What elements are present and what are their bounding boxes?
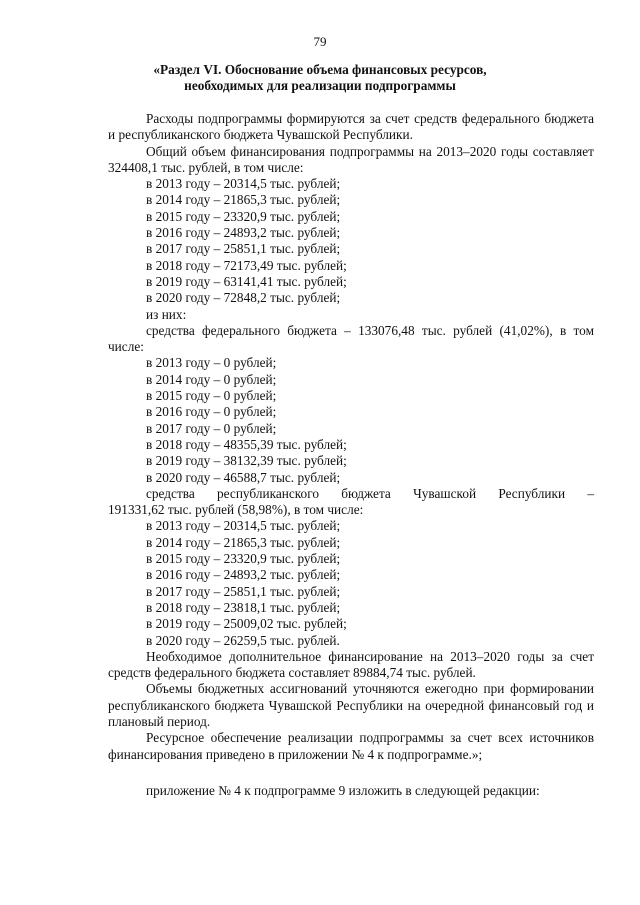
paragraph-budget-volumes: Объемы бюджетных ассигнований уточняются ежегодно при формировании республиканского бюджета Чувашской Республики на очередной финансовый год и плановый период. — [108, 681, 594, 729]
list-item: в 2016 году – 24893,2 тыс. рублей; — [146, 225, 341, 241]
list-item: в 2018 году – 48355,39 тыс. рублей; — [146, 436, 347, 452]
paragraph-republic-budget-line-1: средства республиканского бюджета Чувашской Республики – — [146, 485, 594, 501]
page-number: 79 — [313, 34, 327, 49]
list-item: в 2017 году – 25851,1 тыс. рублей; — [146, 241, 341, 257]
list-item: в 2013 году – 20314,5 тыс. рублей; — [146, 176, 341, 192]
list-item: в 2014 году – 21865,3 тыс. рублей; — [146, 534, 341, 550]
total-years-list — [108, 176, 594, 306]
list-item: в 2015 году – 23320,9 тыс. рублей; — [146, 551, 341, 567]
section-heading-line-2: необходимых для реализации подпрограммы — [184, 78, 456, 93]
list-item: в 2018 году – 23818,1 тыс. рублей; — [146, 599, 341, 615]
paragraph-total-financing: Общий объем финансирования подпрограммы на 2013–2020 годы составляет 324408,1 тыс. рублей, в том числе: — [108, 143, 594, 175]
list-item: в 2017 году – 25851,1 тыс. рублей; — [146, 583, 341, 599]
list-item: в 2017 году – 0 рублей; — [146, 420, 277, 436]
paragraph-appendix-instruction: приложение № 4 к подпрограмме 9 изложить в следующей редакции: — [146, 782, 540, 798]
list-item: в 2020 году – 46588,7 тыс. рублей; — [146, 469, 341, 485]
list-item: в 2020 году – 26259,5 тыс. рублей. — [146, 632, 340, 648]
list-item: в 2019 году – 25009,02 тыс. рублей; — [146, 616, 347, 632]
list-item: в 2018 году – 72173,49 тыс. рублей; — [146, 257, 347, 273]
list-item: в 2013 году – 0 рублей; — [146, 355, 277, 371]
list-item: в 2014 году – 0 рублей; — [146, 371, 277, 387]
document-body — [108, 111, 594, 799]
federal-years-list — [108, 355, 594, 485]
list-item: в 2019 году – 63141,41 тыс. рублей; — [146, 273, 347, 289]
list-item: в 2016 году – 24893,2 тыс. рублей; — [146, 567, 341, 583]
list-item: в 2016 году – 0 рублей; — [146, 404, 277, 420]
paragraph-resource-provision: Ресурсное обеспечение реализации подпрограммы за счет всех источников финансирования приведено в приложении № 4 к подпрограмме.»; — [108, 730, 594, 762]
list-item: в 2014 году – 21865,3 тыс. рублей; — [146, 192, 341, 208]
list-item: в 2015 году – 23320,9 тыс. рублей; — [146, 208, 341, 224]
list-item: в 2020 году – 72848,2 тыс. рублей; — [146, 290, 341, 306]
of-them-label: из них: — [146, 306, 187, 322]
paragraph-federal-budget: средства федерального бюджета – 133076,48 тыс. рублей (41,02%), в том числе: — [108, 322, 594, 355]
list-item: в 2015 году – 0 рублей; — [146, 388, 277, 404]
section-heading — [120, 62, 520, 94]
list-item: в 2019 году – 38132,39 тыс. рублей; — [146, 453, 347, 469]
paragraph-republic-budget-line-2: 191331,62 тыс. рублей (58,98%), в том числе: — [108, 502, 364, 518]
list-item: в 2013 году – 20314,5 тыс. рублей; — [146, 518, 341, 534]
republic-years-list — [108, 518, 594, 648]
section-heading-line-1: «Раздел VI. Обоснование объема финансовых ресурсов, — [153, 62, 487, 77]
paragraph-expenses: Расходы подпрограммы формируются за счет средств федерального бюджета и республиканского бюджета Чувашской Республики. — [108, 111, 594, 143]
paragraph-republic-budget — [108, 486, 594, 519]
paragraph-additional-financing: Необходимое дополнительное финансирование на 2013–2020 годы за счет средств федерального бюджета составляет 89884,74 тыс. рублей. — [108, 648, 594, 681]
